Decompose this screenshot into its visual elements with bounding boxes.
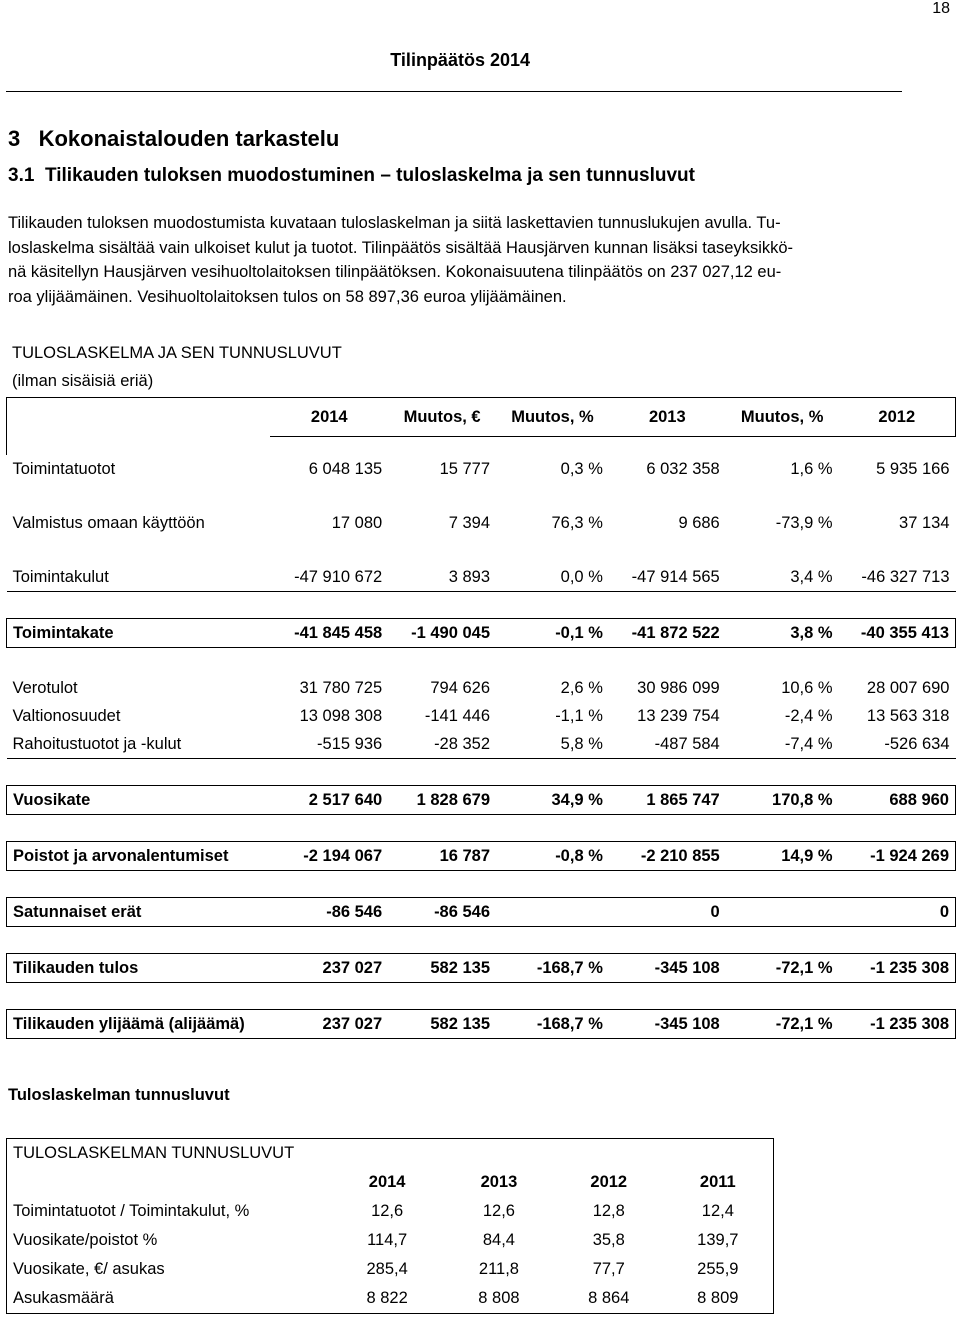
income-statement-subtitle: (ilman sisäisiä eriä) [12,372,154,390]
table-cell: -41 845 458 [270,619,388,648]
table-cell: 10,6 % [781,678,833,697]
subsection-heading: 3.1 Tilikauden tuloksen muodostuminen – tuloslaskelma ja sen tunnusluvut [8,165,695,186]
kpi-row [7,1284,774,1314]
year-header: 2012 [590,1173,628,1191]
kpi-value: 35,8 [592,1231,625,1249]
table-cell: 17 080 [331,513,383,532]
kpi-value: 255,9 [697,1260,739,1278]
row-spacer [7,927,956,954]
table-row [7,730,956,759]
intro-line: loslaskelma sisältää vain ulkoiset kulut ja tuotot. Tilinpäätös sisältää Hausjärven kunnan lisäksi taseyksikkö- [8,238,794,257]
table-cell: -86 546 [270,898,388,927]
table-cell: -168,7 % [496,1010,609,1039]
table-cell: 6 032 358 [646,459,720,478]
table-cell: -1 235 308 [839,954,956,983]
table-cell: -2 210 855 [609,842,726,871]
kpi-row [7,1255,774,1284]
table-cell: -41 872 522 [609,619,726,648]
table-cell: -1 490 045 [388,619,496,648]
row-spacer [7,437,956,456]
table-cell: -7,4 % [784,734,833,753]
kpi-value: 8 864 [588,1289,630,1307]
row-label: Valmistus omaan käyttöön [12,513,205,532]
table-cell: 2 517 640 [270,786,388,815]
table-cell: 0,3 % [560,459,603,478]
column-header: 2012 [839,398,956,437]
kpi-value: 12,4 [701,1202,734,1220]
table-cell: 28 007 690 [866,678,950,697]
table-cell: -1 235 308 [839,1010,956,1039]
table-cell: -40 355 413 [839,619,956,648]
table-cell: 688 960 [839,786,956,815]
table-cell: -2 194 067 [270,842,388,871]
table-cell: 5 935 166 [876,459,950,478]
column-header: Muutos, % [496,398,609,437]
table-header-row [7,398,956,437]
row-label: Satunnaiset erät [7,898,271,927]
kpi-label: Toimintatuotot / Toimintakulut, % [13,1202,250,1220]
row-label: Toimintatuotot [12,459,116,478]
column-header: 2014 [270,398,388,437]
table-cell: -515 936 [317,734,383,753]
kpi-value: 8 808 [478,1289,520,1307]
row-label: Tilikauden ylijäämä (alijäämä) [7,1010,271,1039]
row-label: Valtionosuudet [12,706,121,725]
table-cell: -2,4 % [784,706,833,725]
row-label: Poistot ja arvonalentumiset [7,842,271,871]
kpi-value: 211,8 [478,1260,519,1278]
table-cell: 13 098 308 [299,706,383,725]
table-cell: -86 546 [388,898,496,927]
table-cell: 15 777 [439,459,491,478]
table-cell: -72,1 % [726,954,839,983]
row-spacer [7,983,956,1010]
kpi-row [7,1197,774,1226]
table-cell: 14,9 % [726,842,839,871]
table-cell: 582 135 [388,954,496,983]
year-header: 2011 [699,1173,736,1191]
table-row [7,619,956,648]
table-cell [726,898,839,927]
table-cell: -28 352 [434,734,491,753]
kpi-value: 139,7 [697,1231,739,1249]
table-cell: 9 686 [678,513,720,532]
kpi-table [6,1138,774,1314]
table-row [7,1010,956,1039]
table-cell: 170,8 % [726,786,839,815]
table-cell: -345 108 [609,954,726,983]
row-spacer [7,537,956,563]
kpi-header-row [7,1168,774,1197]
table-cell: 2,6 % [560,678,603,697]
table-cell: 237 027 [270,1010,388,1039]
table-cell: 1 865 747 [609,786,726,815]
column-header: 2013 [609,398,726,437]
row-spacer [7,815,956,842]
table-row [7,509,956,537]
kpi-value: 84,4 [482,1231,515,1249]
table-cell: 37 134 [899,513,950,532]
table-cell: 582 135 [388,1010,496,1039]
table-cell: 34,9 % [496,786,609,815]
table-row [7,674,956,702]
table-cell: -0,8 % [496,842,609,871]
table-cell: 0,0 % [560,567,603,586]
row-spacer [7,871,956,898]
kpi-table-title: TULOSLASKELMAN TUNNUSLUVUT [13,1144,295,1162]
kpi-section-title: Tuloslaskelman tunnusluvut [8,1086,230,1104]
table-cell: -47 910 672 [294,567,383,586]
kpi-header-blank [7,1168,332,1197]
table-row [7,563,956,592]
table-cell: -47 914 565 [631,567,720,586]
kpi-label: Vuosikate, €/ asukas [13,1260,165,1278]
table-cell: -0,1 % [496,619,609,648]
table-row [7,954,956,983]
table-cell: 3 893 [448,567,491,586]
kpi-value: 77,7 [592,1260,625,1278]
kpi-value: 285,4 [366,1260,408,1278]
table-cell: 30 986 099 [637,678,720,697]
table-row [7,455,956,483]
row-spacer [7,483,956,509]
section-heading: 3 Kokonaistalouden tarkastelu [8,126,340,151]
year-header: 2014 [368,1173,406,1191]
table-cell: -72,1 % [726,1010,839,1039]
table-cell: 7 394 [448,513,491,532]
row-label: Verotulot [12,678,78,697]
table-cell: 76,3 % [551,513,603,532]
kpi-value: 12,8 [592,1202,625,1220]
table-cell: 6 048 135 [308,459,383,478]
intro-line: roa ylijäämäinen. Vesihuoltolaitoksen tulos on 58 897,36 euroa ylijäämäinen. [8,287,567,306]
table-cell: -526 634 [884,734,950,753]
table-row [7,702,956,730]
row-label: Rahoitustuotot ja -kulut [12,734,182,753]
kpi-value: 8 822 [366,1289,408,1307]
kpi-label: Vuosikate/poistot % [13,1231,158,1249]
intro-paragraph [8,211,953,309]
kpi-value: 114,7 [367,1231,408,1249]
table-cell: -1 924 269 [839,842,956,871]
intro-line: nä käsitellyn Hausjärven vesihuoltolaitoksen tilinpäätöksen. Kokonaisuutena tilinpäätös on 237 027,12 eu- [8,263,782,282]
kpi-row [7,1226,774,1255]
table-cell: -141 446 [424,706,491,725]
kpi-value: 12,6 [482,1202,515,1220]
row-spacer [7,592,956,619]
year-header: 2013 [480,1173,518,1191]
table-cell: 1 828 679 [388,786,496,815]
page-number: 18 [932,0,950,17]
table-cell: 1,6 % [790,459,833,478]
table-cell: 16 787 [388,842,496,871]
table-cell: -73,9 % [775,513,833,532]
kpi-title-row [7,1139,774,1169]
table-cell: 0 [839,898,956,927]
table-row [7,898,956,927]
column-header: Muutos, % [726,398,839,437]
row-label: Vuosikate [7,786,271,815]
table-cell: 31 780 725 [299,678,383,697]
kpi-value: 12,6 [371,1202,404,1220]
income-statement-title: TULOSLASKELMA JA SEN TUNNUSLUVUT [12,344,342,362]
row-label: Toimintakate [7,619,271,648]
row-label: Toimintakulut [12,567,109,586]
table-cell: 13 239 754 [637,706,720,725]
table-cell: 3,8 % [726,619,839,648]
row-spacer [7,648,956,675]
table-cell: -1,1 % [555,706,603,725]
table-cell: -487 584 [654,734,720,753]
table-cell: -46 327 713 [861,567,950,586]
row-spacer [7,759,956,786]
table-cell: 237 027 [270,954,388,983]
table-cell: -345 108 [609,1010,726,1039]
table-cell: -168,7 % [496,954,609,983]
row-label: Tilikauden tulos [7,954,271,983]
running-title: Tilinpäätös 2014 [390,50,530,70]
table-row [7,786,956,815]
kpi-value: 8 809 [697,1289,739,1307]
column-header [7,398,271,437]
table-row [7,842,956,871]
table-cell [496,898,609,927]
kpi-label: Asukasmäärä [13,1289,114,1307]
table-cell: 0 [609,898,726,927]
table-cell: 5,8 % [560,734,603,753]
intro-line: Tilikauden tuloksen muodostumista kuvataan tuloslaskelman ja siitä laskettavien tunnuslukujen avulla. Tu- [8,214,781,232]
income-statement-table [6,397,956,1039]
header-rule [6,91,902,92]
table-cell: 13 563 318 [866,706,950,725]
table-cell: 794 626 [430,678,491,697]
column-header: Muutos, € [388,398,496,437]
table-cell: 3,4 % [790,567,833,586]
